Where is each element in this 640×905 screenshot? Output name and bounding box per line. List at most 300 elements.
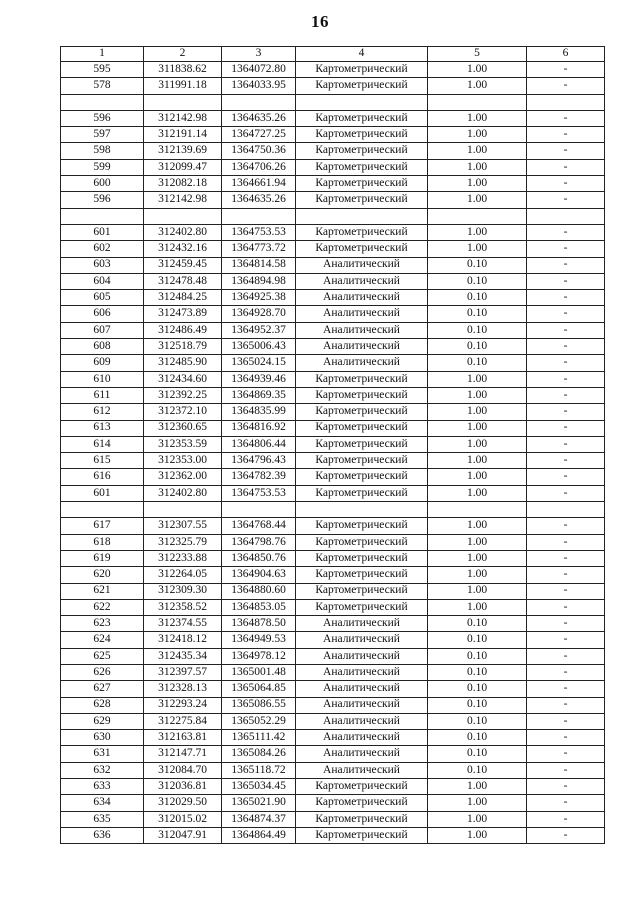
accuracy-cell: 0.10 — [428, 713, 527, 729]
table-row — [61, 534, 605, 550]
point-number-cell: 606 — [61, 306, 144, 322]
point-number-cell: 632 — [61, 762, 144, 778]
x-coordinate-cell: 312328.13 — [144, 681, 222, 697]
x-coordinate-cell: 312084.70 — [144, 762, 222, 778]
accuracy-cell: 0.10 — [428, 762, 527, 778]
y-coordinate-cell: 1364939.46 — [222, 371, 296, 387]
x-coordinate-cell: 312402.80 — [144, 224, 222, 240]
x-coordinate-cell: 312015.02 — [144, 811, 222, 827]
table-row — [61, 664, 605, 680]
table-row — [61, 632, 605, 648]
accuracy-cell: 0.10 — [428, 306, 527, 322]
note-cell: - — [527, 779, 605, 795]
table-row — [61, 339, 605, 355]
note-cell: - — [527, 404, 605, 420]
method-cell: Картометрический — [296, 469, 428, 485]
point-number-cell — [61, 502, 144, 518]
y-coordinate-cell: 1365064.85 — [222, 681, 296, 697]
point-number-cell: 622 — [61, 599, 144, 615]
note-cell: - — [527, 616, 605, 632]
x-coordinate-cell: 312163.81 — [144, 730, 222, 746]
table-row — [61, 583, 605, 599]
accuracy-cell: 1.00 — [428, 127, 527, 143]
accuracy-cell — [428, 94, 527, 110]
x-coordinate-cell: 312358.52 — [144, 599, 222, 615]
y-coordinate-cell: 1365111.42 — [222, 730, 296, 746]
point-number-cell: 635 — [61, 811, 144, 827]
point-number-cell: 598 — [61, 143, 144, 159]
y-coordinate-cell: 1364750.36 — [222, 143, 296, 159]
method-cell: Картометрический — [296, 176, 428, 192]
y-coordinate-cell: 1365024.15 — [222, 355, 296, 371]
table-row — [61, 306, 605, 322]
y-coordinate-cell: 1364816.92 — [222, 420, 296, 436]
note-cell: - — [527, 550, 605, 566]
table-row — [61, 355, 605, 371]
x-coordinate-cell: 312233.88 — [144, 550, 222, 566]
note-cell: - — [527, 469, 605, 485]
accuracy-cell: 1.00 — [428, 811, 527, 827]
accuracy-cell: 1.00 — [428, 241, 527, 257]
x-coordinate-cell: 312392.25 — [144, 387, 222, 403]
accuracy-cell: 0.10 — [428, 616, 527, 632]
method-cell: Картометрический — [296, 827, 428, 843]
table-row — [61, 371, 605, 387]
point-number-cell: 626 — [61, 664, 144, 680]
point-number-cell: 599 — [61, 159, 144, 175]
note-cell: - — [527, 143, 605, 159]
point-number-cell: 596 — [61, 192, 144, 208]
method-cell: Картометрический — [296, 779, 428, 795]
accuracy-cell: 0.10 — [428, 257, 527, 273]
point-number-cell: 595 — [61, 62, 144, 78]
accuracy-cell: 0.10 — [428, 730, 527, 746]
point-number-cell: 630 — [61, 730, 144, 746]
method-cell: Аналитический — [296, 762, 428, 778]
accuracy-cell: 1.00 — [428, 550, 527, 566]
point-number-cell: 605 — [61, 290, 144, 306]
point-number-cell: 636 — [61, 827, 144, 843]
accuracy-cell: 1.00 — [428, 469, 527, 485]
x-coordinate-cell: 312139.69 — [144, 143, 222, 159]
method-cell: Аналитический — [296, 616, 428, 632]
note-cell: - — [527, 681, 605, 697]
table-row — [61, 208, 605, 224]
y-coordinate-cell: 1364635.26 — [222, 192, 296, 208]
method-cell: Картометрический — [296, 436, 428, 452]
method-cell: Аналитический — [296, 339, 428, 355]
point-number-cell: 620 — [61, 567, 144, 583]
y-coordinate-cell: 1364753.53 — [222, 485, 296, 501]
y-coordinate-cell: 1364798.76 — [222, 534, 296, 550]
accuracy-cell: 1.00 — [428, 485, 527, 501]
point-number-cell: 607 — [61, 322, 144, 338]
y-coordinate-cell: 1365001.48 — [222, 664, 296, 680]
table-row — [61, 176, 605, 192]
method-cell: Картометрический — [296, 567, 428, 583]
point-number-cell: 624 — [61, 632, 144, 648]
x-coordinate-cell: 312029.50 — [144, 795, 222, 811]
point-number-cell: 619 — [61, 550, 144, 566]
table-row — [61, 273, 605, 289]
x-coordinate-cell: 312082.18 — [144, 176, 222, 192]
table-row — [61, 110, 605, 126]
point-number-cell: 604 — [61, 273, 144, 289]
y-coordinate-cell: 1364850.76 — [222, 550, 296, 566]
x-coordinate-cell: 312142.98 — [144, 110, 222, 126]
y-coordinate-cell: 1364978.12 — [222, 648, 296, 664]
x-coordinate-cell: 312307.55 — [144, 518, 222, 534]
y-coordinate-cell: 1364768.44 — [222, 518, 296, 534]
note-cell: - — [527, 322, 605, 338]
x-coordinate-cell: 312309.30 — [144, 583, 222, 599]
note-cell: - — [527, 567, 605, 583]
y-coordinate-cell: 1364782.39 — [222, 469, 296, 485]
method-cell: Картометрический — [296, 453, 428, 469]
table-row — [61, 502, 605, 518]
accuracy-cell: 1.00 — [428, 224, 527, 240]
table-row — [61, 436, 605, 452]
table-row — [61, 143, 605, 159]
column-header: 1 — [61, 47, 144, 62]
note-cell: - — [527, 290, 605, 306]
x-coordinate-cell: 312486.49 — [144, 322, 222, 338]
method-cell — [296, 94, 428, 110]
x-coordinate-cell: 312397.57 — [144, 664, 222, 680]
note-cell: - — [527, 273, 605, 289]
y-coordinate-cell: 1364773.72 — [222, 241, 296, 257]
method-cell: Картометрический — [296, 811, 428, 827]
accuracy-cell: 0.10 — [428, 322, 527, 338]
method-cell: Аналитический — [296, 257, 428, 273]
x-coordinate-cell: 312374.55 — [144, 616, 222, 632]
x-coordinate-cell: 311838.62 — [144, 62, 222, 78]
table-row — [61, 485, 605, 501]
y-coordinate-cell: 1364796.43 — [222, 453, 296, 469]
method-cell: Картометрический — [296, 224, 428, 240]
point-number-cell: 627 — [61, 681, 144, 697]
point-number-cell: 578 — [61, 78, 144, 94]
point-number-cell: 628 — [61, 697, 144, 713]
accuracy-cell: 0.10 — [428, 681, 527, 697]
accuracy-cell: 1.00 — [428, 192, 527, 208]
note-cell: - — [527, 257, 605, 273]
table-row — [61, 420, 605, 436]
method-cell: Аналитический — [296, 697, 428, 713]
y-coordinate-cell: 1364814.58 — [222, 257, 296, 273]
y-coordinate-cell: 1365084.26 — [222, 746, 296, 762]
column-header: 3 — [222, 47, 296, 62]
x-coordinate-cell: 312036.81 — [144, 779, 222, 795]
note-cell: - — [527, 420, 605, 436]
note-cell: - — [527, 827, 605, 843]
accuracy-cell: 0.10 — [428, 648, 527, 664]
point-number-cell: 614 — [61, 436, 144, 452]
x-coordinate-cell: 312402.80 — [144, 485, 222, 501]
point-number-cell: 608 — [61, 339, 144, 355]
note-cell: - — [527, 159, 605, 175]
column-header: 4 — [296, 47, 428, 62]
accuracy-cell: 1.00 — [428, 387, 527, 403]
table-row — [61, 387, 605, 403]
y-coordinate-cell: 1364949.53 — [222, 632, 296, 648]
table-row — [61, 827, 605, 843]
y-coordinate-cell: 1365021.90 — [222, 795, 296, 811]
note-cell: - — [527, 518, 605, 534]
table-row — [61, 404, 605, 420]
method-cell: Аналитический — [296, 306, 428, 322]
point-number-cell: 634 — [61, 795, 144, 811]
method-cell: Картометрический — [296, 485, 428, 501]
note-cell: - — [527, 127, 605, 143]
x-coordinate-cell: 312147.71 — [144, 746, 222, 762]
point-number-cell — [61, 94, 144, 110]
note-cell: - — [527, 713, 605, 729]
accuracy-cell: 1.00 — [428, 436, 527, 452]
x-coordinate-cell: 312142.98 — [144, 192, 222, 208]
method-cell — [296, 502, 428, 518]
point-number-cell: 611 — [61, 387, 144, 403]
table-row — [61, 241, 605, 257]
x-coordinate-cell: 312418.12 — [144, 632, 222, 648]
method-cell: Картометрический — [296, 62, 428, 78]
x-coordinate-cell: 312459.45 — [144, 257, 222, 273]
method-cell: Аналитический — [296, 746, 428, 762]
accuracy-cell: 1.00 — [428, 78, 527, 94]
accuracy-cell: 1.00 — [428, 599, 527, 615]
note-cell: - — [527, 795, 605, 811]
y-coordinate-cell: 1365118.72 — [222, 762, 296, 778]
note-cell: - — [527, 730, 605, 746]
column-header: 6 — [527, 47, 605, 62]
point-number-cell: 623 — [61, 616, 144, 632]
accuracy-cell: 1.00 — [428, 453, 527, 469]
table-row — [61, 62, 605, 78]
column-header: 5 — [428, 47, 527, 62]
y-coordinate-cell: 1364706.26 — [222, 159, 296, 175]
accuracy-cell: 1.00 — [428, 518, 527, 534]
x-coordinate-cell: 312518.79 — [144, 339, 222, 355]
note-cell — [527, 502, 605, 518]
table-body — [61, 62, 605, 844]
note-cell: - — [527, 78, 605, 94]
x-coordinate-cell — [144, 502, 222, 518]
x-coordinate-cell: 312360.65 — [144, 420, 222, 436]
column-header: 2 — [144, 47, 222, 62]
coordinates-table — [60, 46, 605, 844]
point-number-cell: 618 — [61, 534, 144, 550]
x-coordinate-cell: 312432.16 — [144, 241, 222, 257]
note-cell: - — [527, 387, 605, 403]
accuracy-cell: 0.10 — [428, 339, 527, 355]
y-coordinate-cell: 1364904.63 — [222, 567, 296, 583]
x-coordinate-cell: 312099.47 — [144, 159, 222, 175]
accuracy-cell — [428, 502, 527, 518]
x-coordinate-cell: 312362.00 — [144, 469, 222, 485]
method-cell: Картометрический — [296, 420, 428, 436]
method-cell: Картометрический — [296, 534, 428, 550]
point-number-cell: 600 — [61, 176, 144, 192]
table-row — [61, 78, 605, 94]
point-number-cell: 631 — [61, 746, 144, 762]
accuracy-cell: 1.00 — [428, 567, 527, 583]
note-cell: - — [527, 339, 605, 355]
accuracy-cell: 1.00 — [428, 159, 527, 175]
page-number: 16 — [311, 12, 329, 31]
note-cell: - — [527, 355, 605, 371]
x-coordinate-cell: 312435.34 — [144, 648, 222, 664]
note-cell: - — [527, 306, 605, 322]
accuracy-cell: 0.10 — [428, 290, 527, 306]
point-number-cell: 603 — [61, 257, 144, 273]
point-number-cell: 602 — [61, 241, 144, 257]
accuracy-cell: 0.10 — [428, 664, 527, 680]
method-cell: Картометрический — [296, 371, 428, 387]
note-cell: - — [527, 192, 605, 208]
method-cell: Картометрический — [296, 387, 428, 403]
y-coordinate-cell: 1364894.98 — [222, 273, 296, 289]
accuracy-cell: 0.10 — [428, 746, 527, 762]
accuracy-cell: 1.00 — [428, 371, 527, 387]
x-coordinate-cell: 312484.25 — [144, 290, 222, 306]
table-row — [61, 779, 605, 795]
note-cell: - — [527, 453, 605, 469]
method-cell: Картометрический — [296, 599, 428, 615]
table-header-row — [61, 47, 605, 62]
note-cell: - — [527, 110, 605, 126]
y-coordinate-cell: 1365052.29 — [222, 713, 296, 729]
note-cell: - — [527, 697, 605, 713]
point-number-cell: 609 — [61, 355, 144, 371]
y-coordinate-cell: 1364661.94 — [222, 176, 296, 192]
point-number-cell: 629 — [61, 713, 144, 729]
accuracy-cell: 0.10 — [428, 355, 527, 371]
method-cell: Картометрический — [296, 404, 428, 420]
y-coordinate-cell: 1364727.25 — [222, 127, 296, 143]
y-coordinate-cell — [222, 94, 296, 110]
x-coordinate-cell: 312372.10 — [144, 404, 222, 420]
method-cell: Аналитический — [296, 322, 428, 338]
x-coordinate-cell — [144, 208, 222, 224]
method-cell: Аналитический — [296, 290, 428, 306]
table-row — [61, 322, 605, 338]
point-number-cell: 613 — [61, 420, 144, 436]
y-coordinate-cell: 1365086.55 — [222, 697, 296, 713]
method-cell: Аналитический — [296, 632, 428, 648]
note-cell: - — [527, 534, 605, 550]
note-cell: - — [527, 632, 605, 648]
table-row — [61, 550, 605, 566]
x-coordinate-cell: 312473.89 — [144, 306, 222, 322]
table-row — [61, 224, 605, 240]
y-coordinate-cell: 1364928.70 — [222, 306, 296, 322]
x-coordinate-cell: 312275.84 — [144, 713, 222, 729]
accuracy-cell: 0.10 — [428, 697, 527, 713]
method-cell: Картометрический — [296, 192, 428, 208]
y-coordinate-cell: 1364033.95 — [222, 78, 296, 94]
note-cell: - — [527, 746, 605, 762]
note-cell: - — [527, 762, 605, 778]
x-coordinate-cell: 312325.79 — [144, 534, 222, 550]
x-coordinate-cell: 312293.24 — [144, 697, 222, 713]
x-coordinate-cell: 312353.00 — [144, 453, 222, 469]
y-coordinate-cell: 1365006.43 — [222, 339, 296, 355]
table-row — [61, 94, 605, 110]
point-number-cell: 596 — [61, 110, 144, 126]
table-row — [61, 697, 605, 713]
x-coordinate-cell: 312434.60 — [144, 371, 222, 387]
accuracy-cell: 1.00 — [428, 143, 527, 159]
method-cell: Картометрический — [296, 159, 428, 175]
table-row — [61, 795, 605, 811]
accuracy-cell: 1.00 — [428, 534, 527, 550]
y-coordinate-cell: 1364880.60 — [222, 583, 296, 599]
table-row — [61, 762, 605, 778]
table-row — [61, 730, 605, 746]
table-row — [61, 290, 605, 306]
accuracy-cell: 0.10 — [428, 632, 527, 648]
accuracy-cell: 1.00 — [428, 795, 527, 811]
note-cell: - — [527, 176, 605, 192]
note-cell: - — [527, 485, 605, 501]
note-cell: - — [527, 583, 605, 599]
table-row — [61, 257, 605, 273]
point-number-cell: 601 — [61, 224, 144, 240]
method-cell: Аналитический — [296, 355, 428, 371]
note-cell: - — [527, 62, 605, 78]
note-cell — [527, 94, 605, 110]
method-cell: Картометрический — [296, 518, 428, 534]
accuracy-cell: 1.00 — [428, 583, 527, 599]
method-cell — [296, 208, 428, 224]
table-row — [61, 567, 605, 583]
x-coordinate-cell: 312047.91 — [144, 827, 222, 843]
table-row — [61, 159, 605, 175]
method-cell: Аналитический — [296, 713, 428, 729]
table-row — [61, 648, 605, 664]
method-cell: Аналитический — [296, 648, 428, 664]
point-number-cell: 621 — [61, 583, 144, 599]
method-cell: Картометрический — [296, 110, 428, 126]
method-cell: Картометрический — [296, 143, 428, 159]
table-row — [61, 453, 605, 469]
y-coordinate-cell: 1364878.50 — [222, 616, 296, 632]
method-cell: Картометрический — [296, 78, 428, 94]
method-cell: Картометрический — [296, 583, 428, 599]
note-cell: - — [527, 811, 605, 827]
point-number-cell: 610 — [61, 371, 144, 387]
x-coordinate-cell: 312485.90 — [144, 355, 222, 371]
y-coordinate-cell: 1364874.37 — [222, 811, 296, 827]
table-row — [61, 811, 605, 827]
x-coordinate-cell: 312264.05 — [144, 567, 222, 583]
y-coordinate-cell: 1364869.35 — [222, 387, 296, 403]
note-cell: - — [527, 648, 605, 664]
table-row — [61, 127, 605, 143]
method-cell: Картометрический — [296, 241, 428, 257]
point-number-cell: 601 — [61, 485, 144, 501]
accuracy-cell: 1.00 — [428, 827, 527, 843]
y-coordinate-cell: 1364072.80 — [222, 62, 296, 78]
point-number-cell: 617 — [61, 518, 144, 534]
point-number-cell — [61, 208, 144, 224]
note-cell: - — [527, 241, 605, 257]
table-row — [61, 518, 605, 534]
x-coordinate-cell: 312191.14 — [144, 127, 222, 143]
table-row — [61, 746, 605, 762]
point-number-cell: 597 — [61, 127, 144, 143]
x-coordinate-cell: 312353.59 — [144, 436, 222, 452]
